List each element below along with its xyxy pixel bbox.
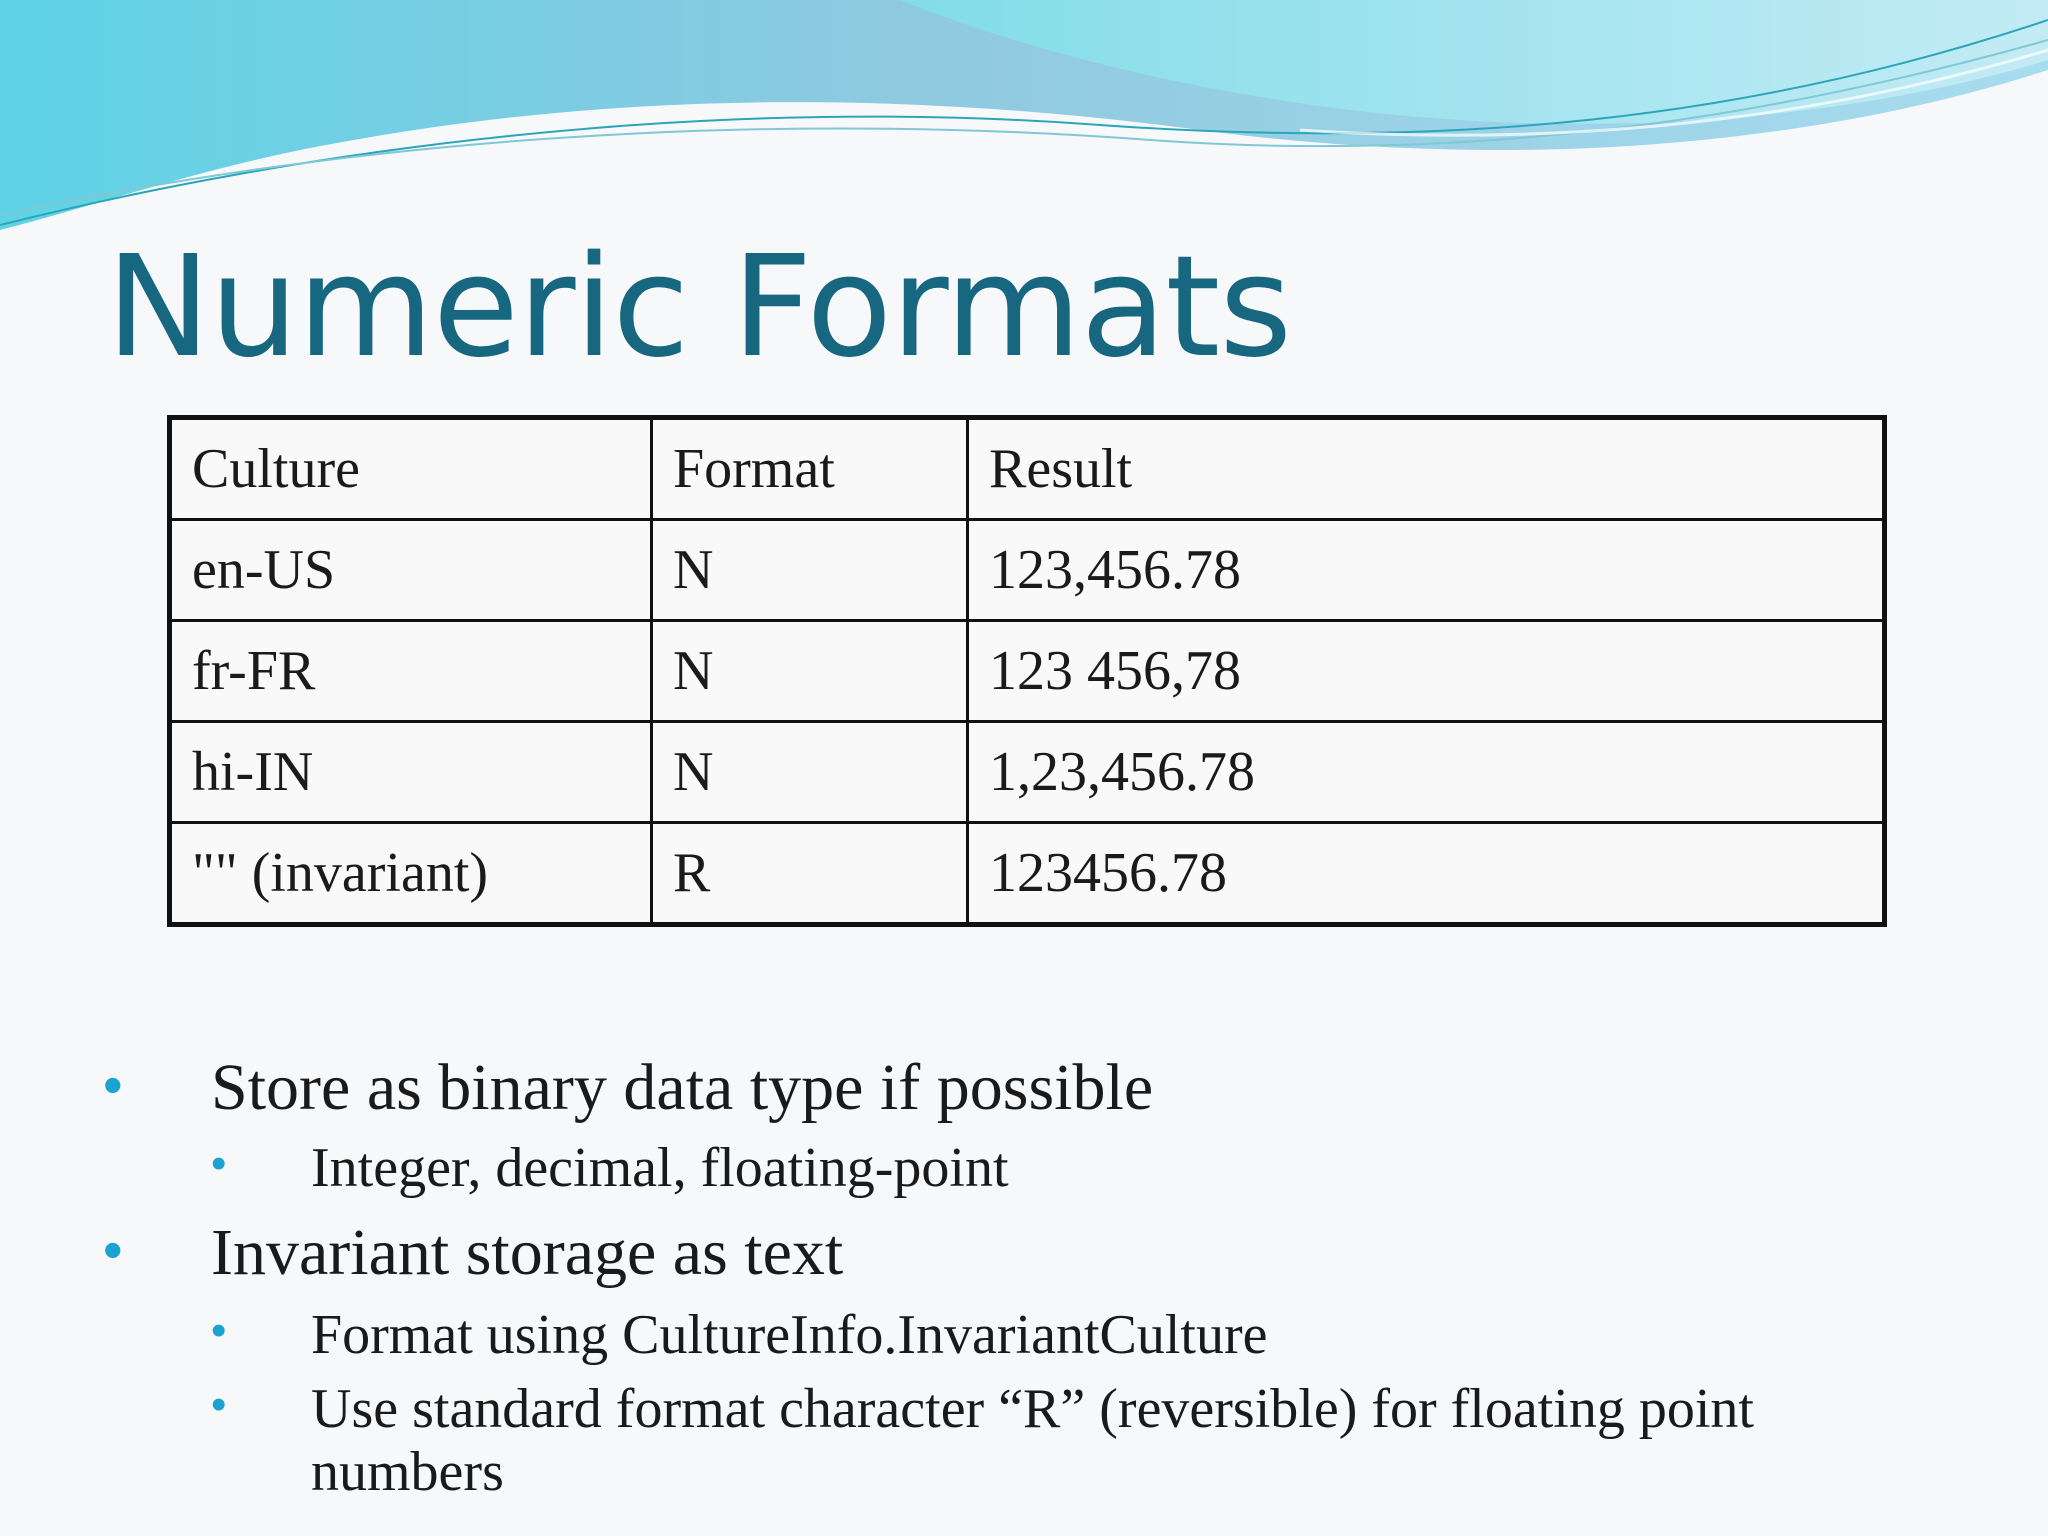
header-wave-decoration: [0, 0, 2048, 260]
column-header-culture: Culture: [170, 418, 652, 520]
bullet-text: Invariant storage as text: [211, 1216, 844, 1289]
bullet-text: Integer, decimal, floating-point: [311, 1137, 1009, 1199]
slide-title: Numeric Formats: [106, 226, 1292, 389]
culture-cell: hi-IN: [170, 722, 652, 823]
culture-cell: en-US: [170, 520, 652, 621]
column-header-format: Format: [652, 418, 968, 520]
result-cell: 123 456,78: [968, 621, 1885, 722]
format-cell: N: [652, 722, 968, 823]
bullet-item: [103, 1216, 844, 1289]
culture-cell: fr-FR: [170, 621, 652, 722]
sub-bullet-item: [211, 1304, 1268, 1366]
bullet-text: Store as binary data type if possible: [211, 1051, 1154, 1124]
table-header-row: [170, 418, 1885, 520]
bullet-dot-icon: •: [211, 1380, 227, 1429]
bullet-dot-icon: •: [103, 1053, 123, 1116]
format-cell: R: [652, 823, 968, 925]
bullet-dot-icon: •: [103, 1218, 123, 1281]
numeric-format-table: [167, 415, 1887, 927]
format-cell: N: [652, 520, 968, 621]
result-cell: 123456.78: [968, 823, 1885, 925]
table-row: [170, 823, 1885, 925]
result-cell: 1,23,456.78: [968, 722, 1885, 823]
sub-bullet-item: [211, 1137, 1009, 1199]
bullet-dot-icon: •: [211, 1139, 227, 1188]
bullet-text: Use standard format character “R” (reversible) for floating point numbers: [311, 1378, 1754, 1503]
sub-bullet-item: [211, 1378, 1911, 1503]
table-row: [170, 520, 1885, 621]
column-header-result: Result: [968, 418, 1885, 520]
bullet-item: [103, 1051, 1154, 1124]
culture-cell: "" (invariant): [170, 823, 652, 925]
format-cell: N: [652, 621, 968, 722]
table-row: [170, 621, 1885, 722]
bullet-text: Format using CultureInfo.InvariantCulture: [311, 1304, 1268, 1366]
table-row: [170, 722, 1885, 823]
bullet-dot-icon: •: [211, 1306, 227, 1355]
result-cell: 123,456.78: [968, 520, 1885, 621]
